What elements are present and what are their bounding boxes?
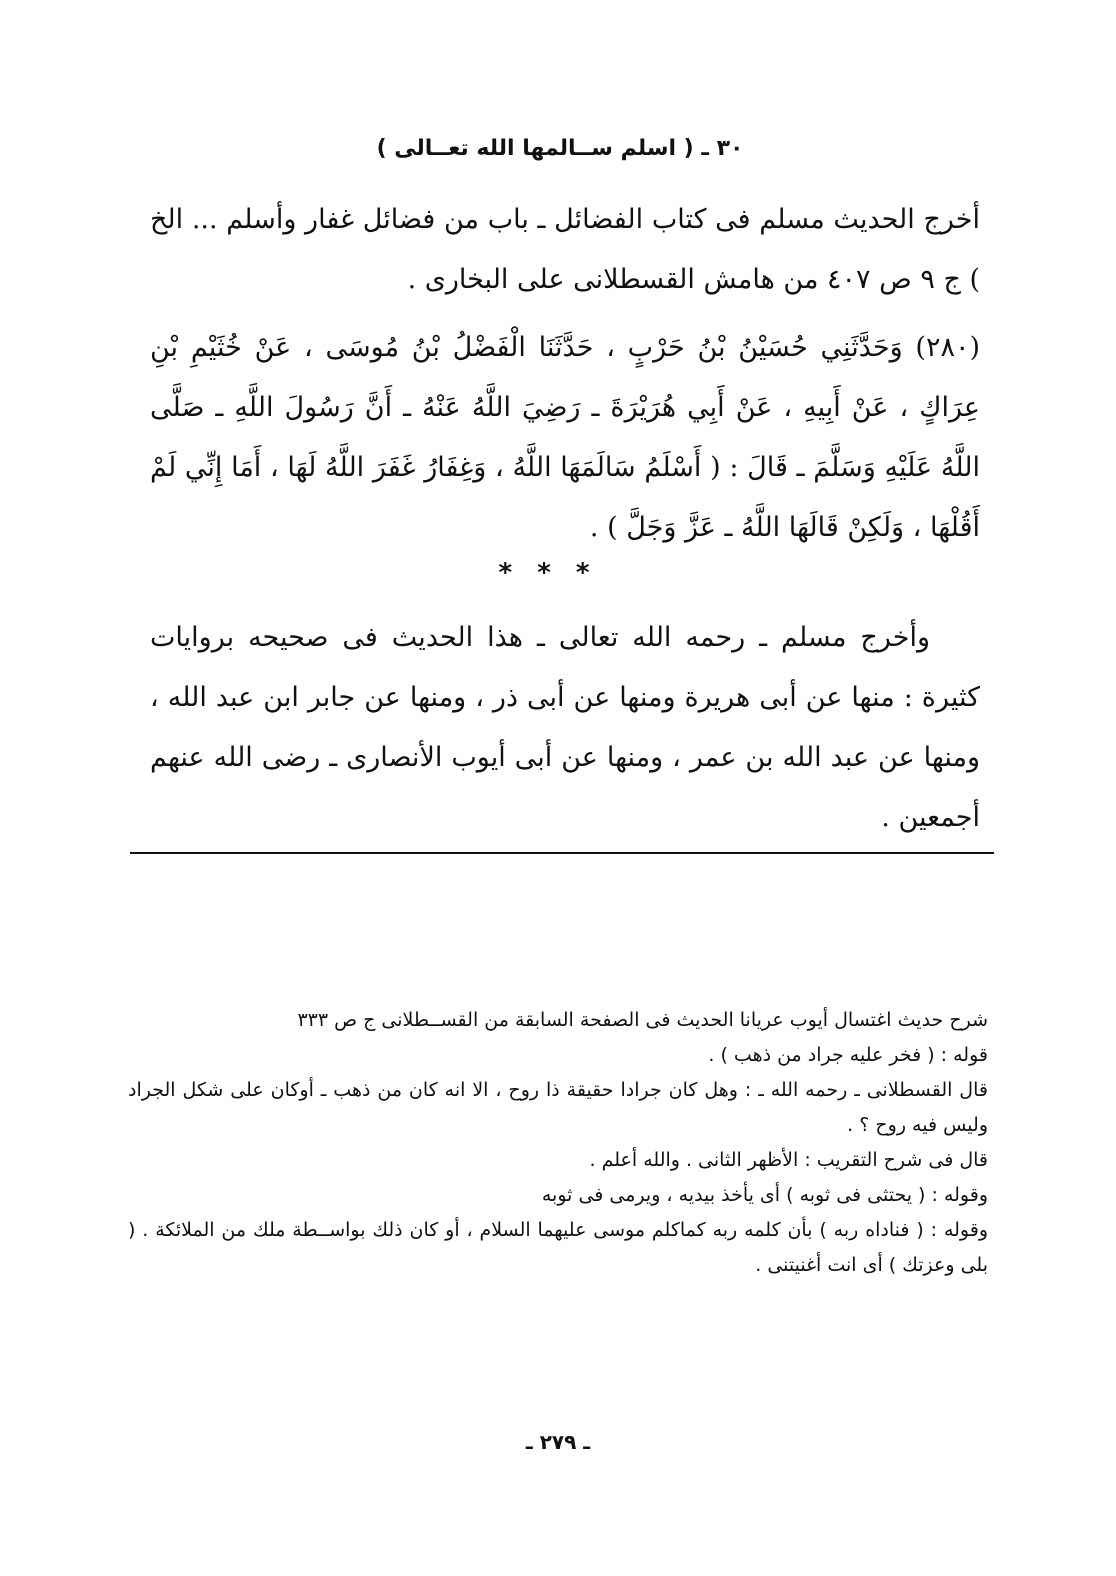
footnote-divider xyxy=(130,852,994,854)
hadith-text: (٢٨٠) وَحَدَّثَنِي حُسَيْنُ بْنُ حَرْبٍ ، حَدَّثَنَا الْفَضْلُ بْنُ مُوسَى ، عَنْ خُثَيْمِ بْنِ عِرَاكٍ ، عَنْ أَبِيهِ ، عَنْ أَبِي هُرَيْرَةَ ـ رَضِيَ اللَّهُ عَنْهُ ـ أَنَّ رَسُولَ اللَّهِ ـ صَلَّى اللَّهُ عَلَيْهِ وَسَلَّمَ ـ قَالَ : ( أَسْلَمُ سَالَمَهَا اللَّهُ ، وَغِفَارُ غَفَرَ اللَّهُ لَهَا ، أَمَا إِنِّي لَمْ أَقُلْهَا ، وَلَكِنْ قَالَهَا اللَّهُ ـ عَزَّ وَجَلَّ ) . xyxy=(150,332,980,543)
commentary-paragraph xyxy=(150,608,980,848)
hadith-paragraph xyxy=(150,318,980,558)
intro-paragraph xyxy=(150,190,980,310)
intro-text: أخرج الحديث مسلم فى كتاب الفضائل ـ باب من فضائل غفار وأسلم ... الخ ) ج ٩ ص ٤٠٧ من هامش القسطلانى على البخارى . xyxy=(150,204,981,295)
running-title: ٣٠ ـ ( اسلم ســالمها الله تعــالى ) xyxy=(376,136,744,161)
page-number: ـ ٢٧٩ ـ xyxy=(525,1430,591,1454)
footnotes-block xyxy=(128,1003,988,1283)
section-separator: * * * xyxy=(498,558,598,588)
footnote-line: قال فى شرح التقريب : الأظهر الثانى . والله أعلم . xyxy=(589,1149,988,1171)
footnote-line: وقوله : ( فناداه ربه ) بأن كلمه ربه كماكلم موسى عليهما السلام ، أو كان ذلك بواســطة ملك من الملائكة . ( بلى وعزتك ) أى انت أغنيتنى . xyxy=(128,1219,988,1276)
commentary-text: وأخرج مسلم ـ رحمه الله تعالى ـ هذا الحديث فى صحيحه بروايات كثيرة : منها عن أبى هريرة ومنها عن أبى ذر ، ومنها عن جابر ابن عبد الله ، ومنها عن عبد الله بن عمر ، ومنها عن أبى أيوب الأنصارى ـ رضى الله عنهم أجمعين . xyxy=(150,622,980,833)
footnote-line: شرح حديث اغتسال أيوب عريانا الحديث فى الصفحة السابقة من القســطلانى ج ص ٣٣٣ xyxy=(297,1009,988,1031)
footnote-line: وقوله : ( يحتثى فى ثوبه ) أى يأخذ بيديه ، ويرمى فى ثوبه xyxy=(541,1184,988,1206)
footnote-line: قوله : ( فخر عليه جراد من ذهب ) . xyxy=(708,1044,988,1066)
footnote-line: قال القسطلانى ـ رحمه الله ـ : وهل كان جرادا حقيقة ذا روح ، الا انه كان من ذهب ـ أوكان على شكل الجراد وليس فيه روح ؟ . xyxy=(128,1079,988,1136)
